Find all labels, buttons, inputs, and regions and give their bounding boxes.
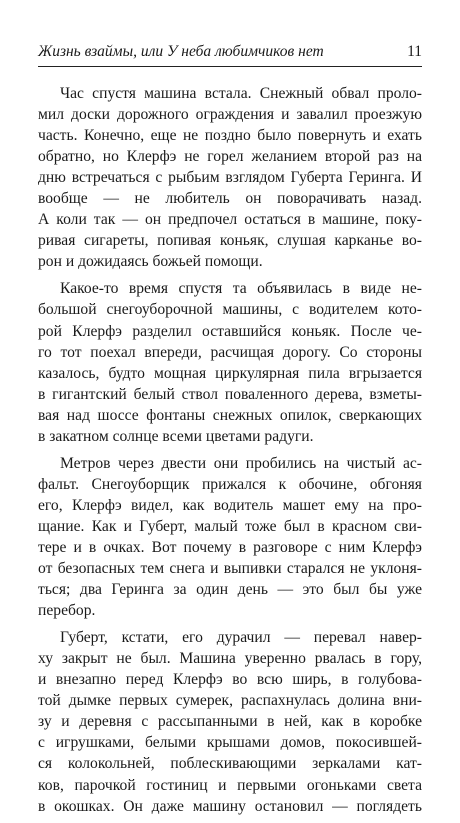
text-line: дню встречаться с рыбьим взглядом Губерта Геринга. И вообще — не любитель он поворачивать назад. xyxy=(38,169,422,208)
text-line: с игрушками, белыми крышами домов, покосившей- xyxy=(38,734,422,752)
text-line: перебор. xyxy=(38,602,96,620)
text-line: зу и деревня с рассыпанными в ней, как в коробке xyxy=(38,713,422,731)
text-line: го тот поехал впереди, расчищая дорогу. Со стороны xyxy=(38,343,422,361)
text-line: ков, парочкой гостиниц и первыми огоньками света xyxy=(38,776,422,794)
text-line: мил доски дорожного ограждения и завалил проезжую xyxy=(38,106,422,124)
text-line: рон и дожидаясь божьей помощи. xyxy=(38,253,263,271)
text-line: от безопасных тем снега и выпивки старался не уклоня- xyxy=(38,560,422,578)
text-line: Какое-то время спустя та объявилась в виде не- xyxy=(60,280,422,298)
page-number: 11 xyxy=(407,43,422,60)
text-line: ться; два Геринга за один день — это был бы уже xyxy=(38,581,422,599)
text-line: фальт. Снегоуборщик прижался к обочине, обгоняя xyxy=(38,475,422,493)
text-line: обратно, но Клерфэ не горел желанием второй раз на xyxy=(38,148,422,166)
paragraph xyxy=(38,627,422,816)
text-body xyxy=(38,83,422,823)
text-line: ривая сигареты, попивая коньяк, слушая карканье во- xyxy=(38,232,422,250)
text-line: Час спустя машина встала. Снежный обвал проло- xyxy=(60,85,422,102)
running-title: Жизнь взаймы, или У неба любимчиков нет xyxy=(38,43,324,60)
text-line: его, Клерфэ видел, как водитель машет ему на про- xyxy=(38,496,422,514)
text-line: ся колокольней, поблескивающими зеркалами кат- xyxy=(38,755,422,773)
text-line: в закатном солнце всеми цветами радуги. xyxy=(38,427,314,445)
text-line: рой Клерфэ разделил оставшийся коньяк. После че- xyxy=(38,322,422,340)
text-line: А коли так — он предпочел остаться в машине, поку- xyxy=(38,211,422,229)
header-rule xyxy=(38,66,422,67)
text-line: и внезапно перед Клерфэ во всю ширь, в голубова- xyxy=(38,671,422,689)
text-line: Метров через двести они пробились на чистый ас- xyxy=(60,454,422,472)
text-line: Губерт, кстати, его дурачил — перевал навер- xyxy=(60,629,422,647)
paragraph xyxy=(38,83,422,272)
paragraph xyxy=(38,453,422,621)
text-line: большой снегоуборочной машины, с водителем кото- xyxy=(38,301,422,319)
running-head xyxy=(38,42,422,64)
text-line: щание. Как и Губерт, малый тоже был в красном сви- xyxy=(38,517,422,535)
paragraph xyxy=(38,278,422,446)
text-line: в окошках. Он даже машину остановил — поглядеть xyxy=(38,797,422,815)
text-line: ху закрыт не был. Машина уверенно рвалась в гору, xyxy=(38,650,422,668)
text-line: часть. Конечно, еще не поздно было повернуть и ехать xyxy=(38,127,422,145)
text-line: в гигантский белый ствол поваленного дерева, взметы- xyxy=(38,385,422,403)
text-line: той дымке первых сумерек, распахнулась долина вни- xyxy=(38,692,422,710)
text-line: казалось, будто мощная циркулярная пила вгрызается xyxy=(38,364,422,382)
text-line: вая над шоссе фонтаны снежных опилок, сверкающих xyxy=(38,406,422,424)
text-line: тере и в очках. Вот почему в разговоре с ним Клерфэ xyxy=(38,538,422,556)
